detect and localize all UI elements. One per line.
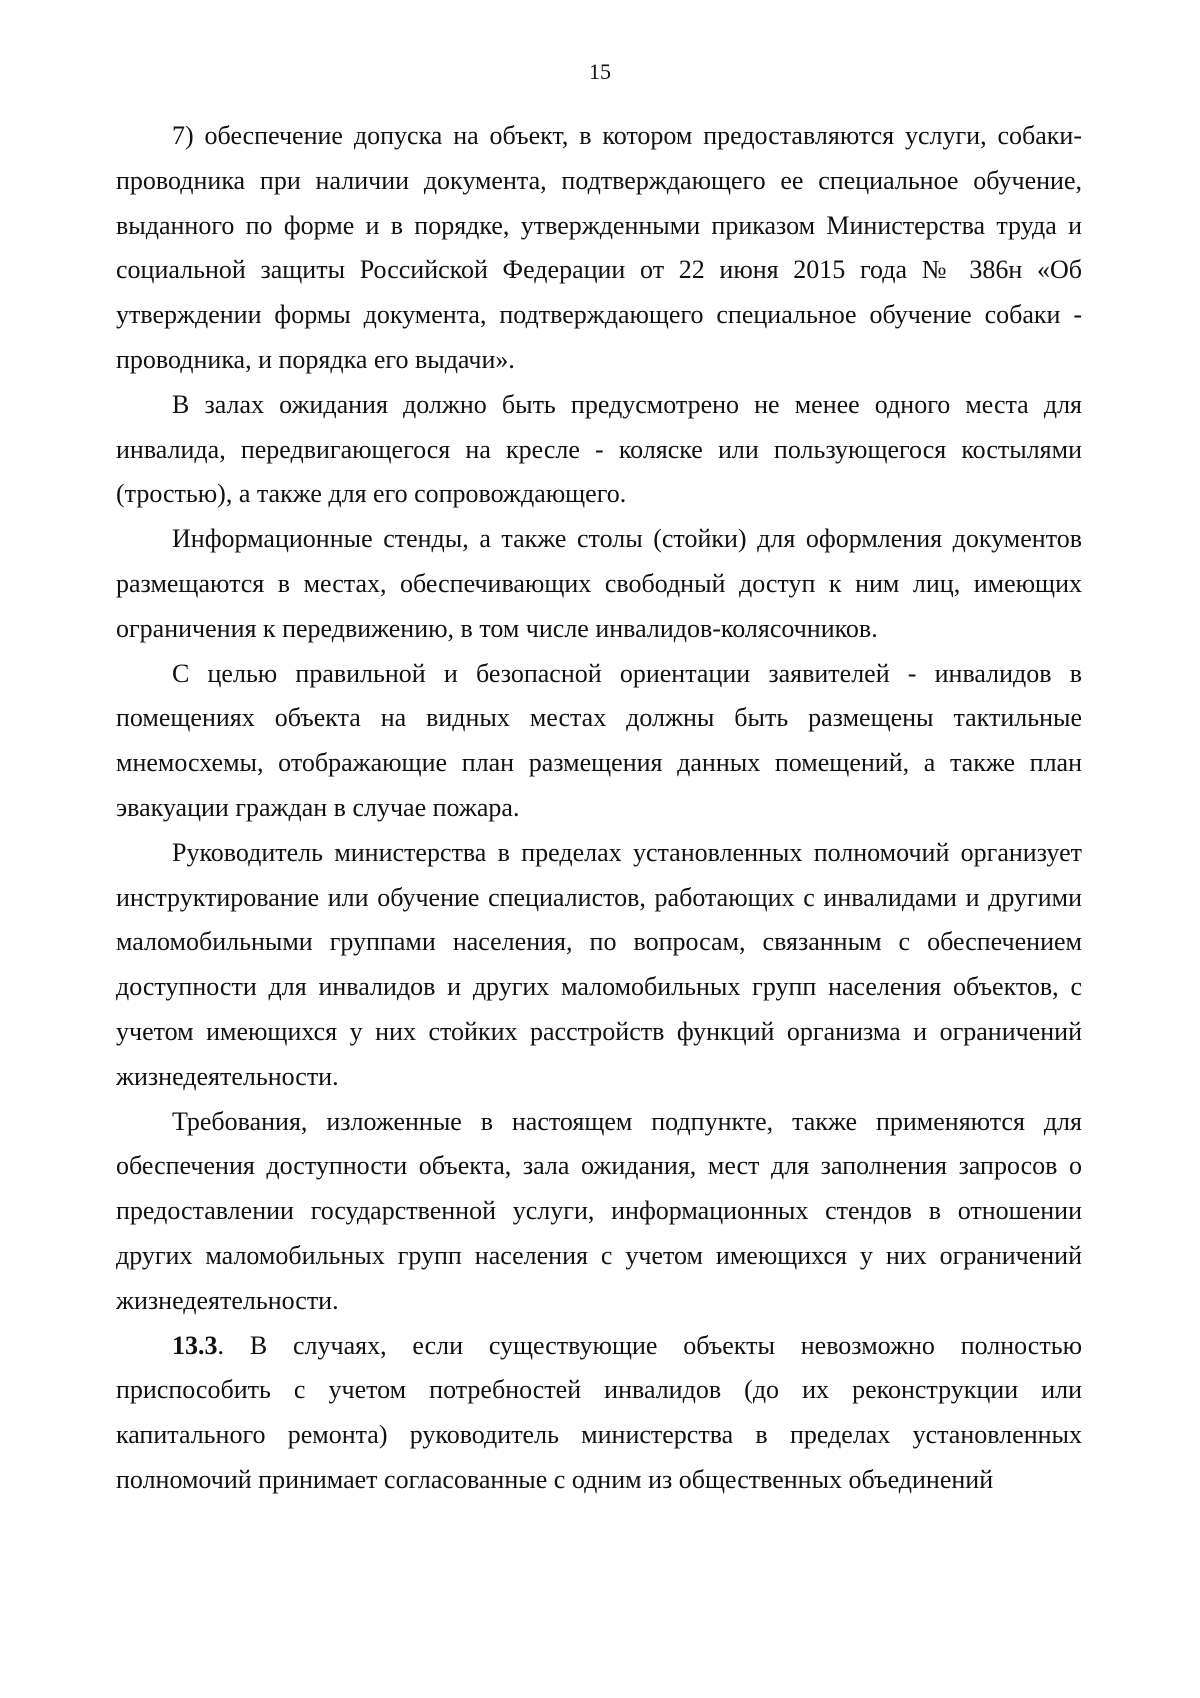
paragraph-information-stands: Информационные стенды, а также столы (стойки) для оформления документов размещаются в местах, обеспечивающих свободный доступ к ним лиц, имеющих ограничения к передвижению, в том числе инвалидов-колясочников. bbox=[116, 524, 1082, 643]
paragraph-section-13-3 bbox=[116, 1324, 1082, 1503]
paragraph-waiting-hall-seats: В залах ожидания должно быть предусмотрено не менее одного места для инвалида, передвигающегося на кресле - коляске или пользующегося костылями (тростью), а также для его сопровождающего. bbox=[116, 389, 1082, 509]
paragraph-staff-instruction: Руководитель министерства в пределах установленных полномочий организует инструктирование или обучение специалистов, работающих с инвалидами и другими маломобильными группами населения, по вопросам, связанным с обеспечением доступности для инвалидов и других маломобильных групп населения объектов, с учетом имеющихся у них стойких расстройств функций организма и ограничений жизнедеятельности. bbox=[116, 837, 1082, 1091]
document-body bbox=[116, 114, 1082, 1503]
page-number: 15 bbox=[589, 59, 611, 84]
paragraph-requirements-scope: Требования, изложенные в настоящем подпункте, также применяются для обеспечения доступности объекта, зала ожидания, мест для заполнения запросов о предоставлении государственной услуги, информационных стендов в отношении других маломобильных групп населения с учетом имеющихся у них ограничений жизнедеятельности. bbox=[116, 1106, 1082, 1315]
section-number: 13.3 bbox=[172, 1330, 218, 1360]
paragraph-guide-dog-access: 7) обеспечение допуска на объект, в котором предоставляются услуги, собаки-проводника при наличии документа, подтверждающего ее специальное обучение, выданного по форме и в порядке, утвержденными приказом Министерства труда и социальной защиты Российской Федерации от 22 июня 2015 года № 386н «Об утверждении формы документа, подтверждающего специальное обучение собаки - проводника, и порядка его выдачи». bbox=[116, 121, 1082, 374]
paragraph-tactile-schemes: С целью правильной и безопасной ориентации заявителей - инвалидов в помещениях объекта на видных местах должны быть размещены тактильные мнемосхемы, отображающие план размещения данных помещений, а также план эвакуации граждан в случае пожара. bbox=[116, 658, 1082, 822]
section-text: . В случаях, если существующие объекты невозможно полностью приспособить с учетом потребностей инвалидов (до их реконструкции или капитального ремонта) руководитель министерства в пределах установленных полномочий принимает согласованные с одним из общественных объединений bbox=[116, 1330, 1082, 1494]
